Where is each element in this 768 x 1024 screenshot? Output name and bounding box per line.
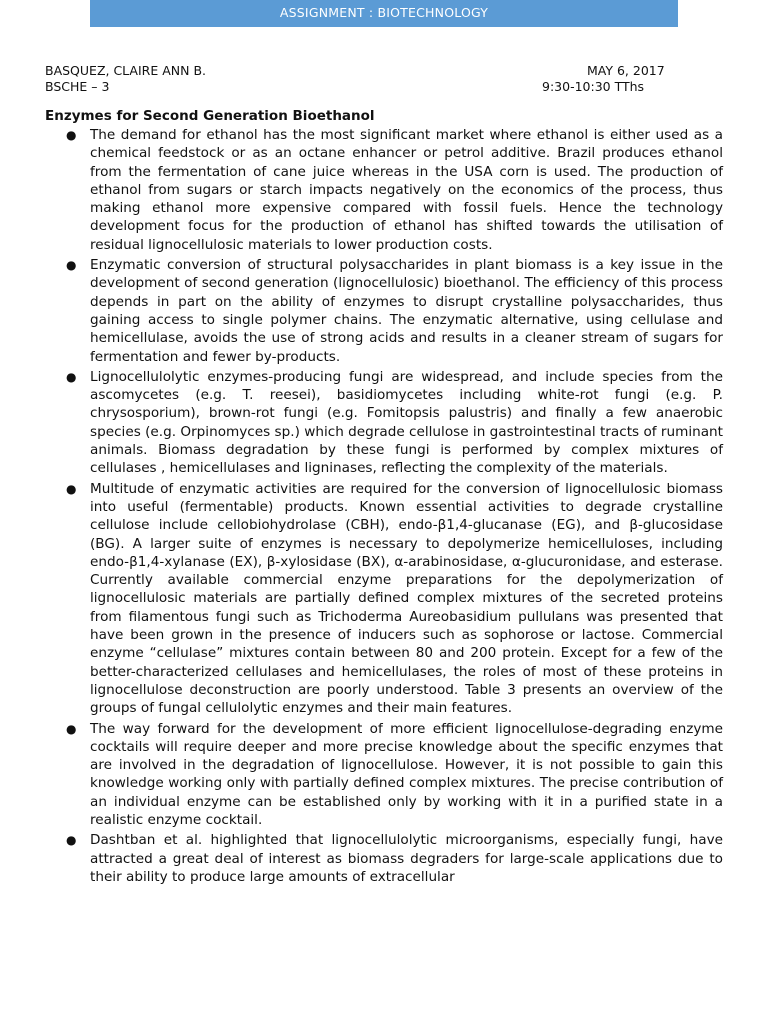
- bullet-icon: ●: [66, 481, 77, 496]
- bullet-list: [45, 126, 723, 888]
- bullet-icon: ●: [66, 721, 77, 736]
- paragraph-text: Enzymatic conversion of structural polysaccharides in plant biomass is a key issue in the development of second generation (lignocellulosic) bioethanol. The efficiency of this process depends in part on the ability of enzymes to disrupt crystalline polysaccharides, thus gaining access to single polymer chains. The enzymatic alternative, using cellulase and hemicellulase, avoids the use of strong acids and results in a cleaner stream of sugars for fermentation and fewer by-products.: [90, 257, 723, 365]
- paragraph-text: The demand for ethanol has the most significant market where ethanol is either used as a chemical feedstock or as an octane enhancer or petrol additive. Brazil produces ethanol from the fermentation of cane juice whereas in the USA corn is used. The production of ethanol from sugars or starch impacts negatively on the economics of the process, thus making ethanol more expensive compared with fossil fuels. Hence the technology development focus for the production of ethanol has shifted towards the utilisation of residual lignocellulosic materials to lower production costs.: [90, 127, 723, 253]
- bullet-paragraph: [45, 831, 723, 886]
- assignment-header-bar: [90, 0, 678, 27]
- bullet-paragraph: [45, 126, 723, 254]
- paragraph-text: Lignocellulolytic enzymes-producing fungi are widespread, and include species from the ascomycetes (e.g. T. reesei), basidiomycetes including white-rot fungi (e.g. P. chrysosporium), brown-rot fungi (e.g. Fomitopsis palustris) and finally a few anaerobic species (e.g. Orpinomyces sp.) which degrade cellulose in gastrointestinal tracts of ruminant animals. Biomass degradation by these fungi is performed by complex mixtures of cellulases , hemicellulases and ligninases, reflecting the complexity of the materials.: [90, 368, 723, 477]
- bullet-paragraph: [45, 480, 723, 718]
- bullet-paragraph: [45, 256, 723, 366]
- bullet-paragraph: [45, 720, 723, 830]
- bullet-icon: ●: [66, 258, 77, 273]
- paragraph-text: Dashtban et al. highlighted that lignocellulolytic microorganisms, especially fungi, have attracted a great deal of interest as biomass degraders for large-scale applications due to their ability to produce large amounts of extracellular: [90, 832, 723, 885]
- course-section: BSCHE – 3: [45, 79, 110, 94]
- student-name: BASQUEZ, CLAIRE ANN B.: [45, 63, 207, 78]
- bullet-icon: ●: [66, 369, 77, 384]
- bullet-icon: ●: [66, 128, 77, 142]
- submission-date: MAY 6, 2017: [587, 63, 665, 78]
- document-title: Enzymes for Second Generation Bioethanol: [45, 108, 375, 124]
- bullet-icon: ●: [66, 833, 77, 848]
- class-schedule: 9:30-10:30 TThs: [542, 79, 645, 94]
- paragraph-text: Multitude of enzymatic activities are required for the conversion of lignocellulosic biomass into useful (fermentable) products. Known essential activities to degrade crystalline cellulose include cellobiohydrolase (CBH), endo-β1,4-glucanase (EG), and β-glucosidase (BG). A larger suite of enzymes is necessary to depolymerize hemicelluloses, including endo-β1,4-xylanase (EX), β-xylosidase (BX), α-arabinosidase, α-glucuronidase, and esterase. Currently available commercial enzyme preparations for the depolymerization of lignocellulosic materials are partially defined complex mixtures of the secreted proteins from filamentous fungi such as Trichoderma Aureobasidium pullulans was presented that have been grown in the presence of inducers such as sophorose or lactose. Commercial enzyme “cellulase” mixtures contain between 80 and 200 protein. Except for a few of the better-characterized cellulases and hemicellulases, the roles of most of these proteins in lignocellulose deconstruction are poorly understood. Table 3 presents an overview of the groups of fungal cellulolytic enzymes and their main features.: [90, 480, 723, 717]
- bullet-paragraph: [45, 368, 723, 478]
- assignment-title: ASSIGNMENT : BIOTECHNOLOGY: [279, 5, 489, 20]
- paragraph-text: The way forward for the development of more efficient lignocellulose-degrading enzyme cocktails will require deeper and more precise knowledge about the specific enzymes that are involved in the degradation of lignocellulose. However, it is not possible to gain this knowledge working only with partially defined complex mixtures. The precise contribution of an individual enzyme can be established only by working with it in a purified state in a realistic enzyme cocktail.: [90, 720, 723, 828]
